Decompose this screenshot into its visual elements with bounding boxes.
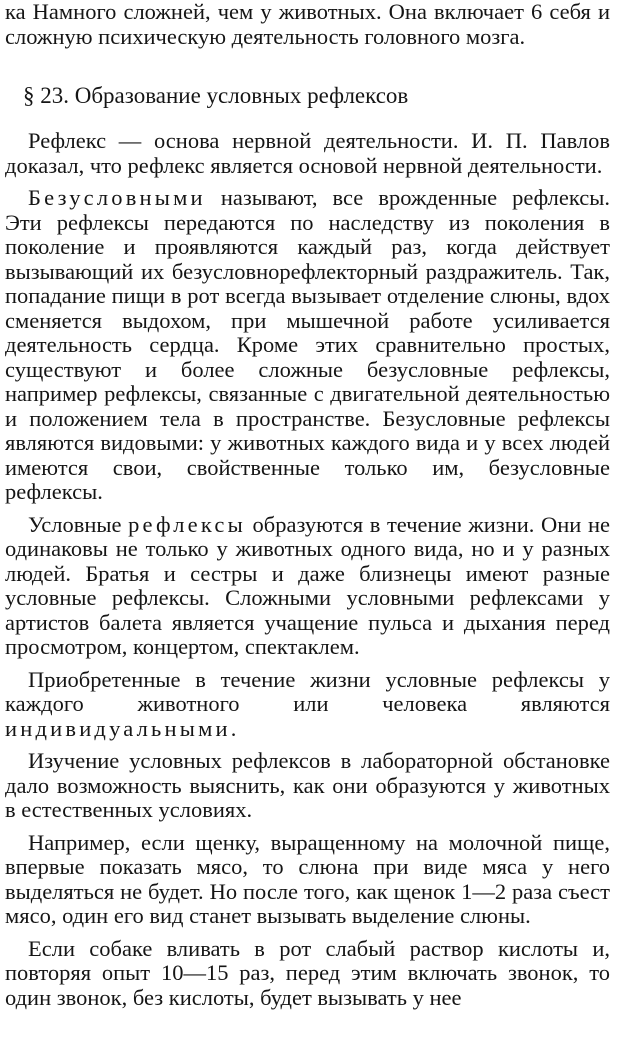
paragraph-text: . xyxy=(230,715,237,741)
intro-paragraph: ка Намного сложней, чем у животных. Она включает 6 себя и сложную психическую деятельность головного мозга. xyxy=(5,0,610,49)
term-individual: индивидуальными xyxy=(5,715,231,741)
paragraph-puppy-example: Например, если щенку, выращенному на молочной пище, впервые показать мясо, то слюна при виде мяса у него выделяться не будет. Но после того, как щенок 1—2 раза съест мясо, один его вид станет вызывать выделение слюны. xyxy=(5,829,610,928)
paragraph-text: называют, все врожденные рефлексы. Эти рефлексы передаются по наследству из поколения в поколение и проявляются каждый раз, когда действует вызывающий их безусловнорефлекторный раздражитель. Так, попадание пищи в рот всегда вызывает отделение слюны, вдох сменяется выдохом, при мышечной работе усиливается деятельность сердца. Кроме этих сравнительно простых, существуют и более сложные безусловные рефлексы, например рефлексы, связанные с двигательной деятельностью и положением тела в пространстве. Безусловные рефлексы являются видовыми: у животных каждого вида и у всех людей имеются свои, свойственные только им, безусловные рефлексы. xyxy=(5,185,610,504)
section-title: § 23. Образование условных рефлексов xyxy=(23,83,409,108)
term-reflexes: рефлексы xyxy=(128,511,246,537)
paragraph-unconditioned-reflexes xyxy=(5,186,610,505)
paragraph-text: Приобретенные в течение жизни условные рефлексы у каждого животного или человека являются xyxy=(5,666,610,716)
paragraph-reflex-definition: Рефлекс — основа нервной деятельности. И. П. Павлов доказал, что рефлекс является основой нервной деятельности. xyxy=(5,128,610,178)
paragraph-text: Условные xyxy=(28,511,129,537)
paragraph-dog-experiment: Если собаке вливать в рот слабый раствор кислоты и, повторяя опыт 10—15 раз, перед этим включать звонок, то один звонок, без кислоты, будет вызывать у нее xyxy=(5,935,610,1010)
paragraph-conditioned-reflexes xyxy=(5,513,610,660)
term-unconditioned: Безусловными xyxy=(28,185,206,210)
paragraph-laboratory-study: Изучение условных рефлексов в лабораторной обстановке дало возможность выяснить, как они образуются у животных в естественных условиях. xyxy=(5,748,610,822)
paragraph-individual-reflexes xyxy=(5,668,610,742)
paragraph-text: образуются в течение жизни. Они не одинаковы не только у животных одного вида, но и у разных людей. Братья и сестры и даже близнецы имеют разные условные рефлексы. Сложными условными рефлексами у артистов балета является учащение пульса и дыхания перед просмотром, концертом, спектаклем. xyxy=(5,511,610,659)
